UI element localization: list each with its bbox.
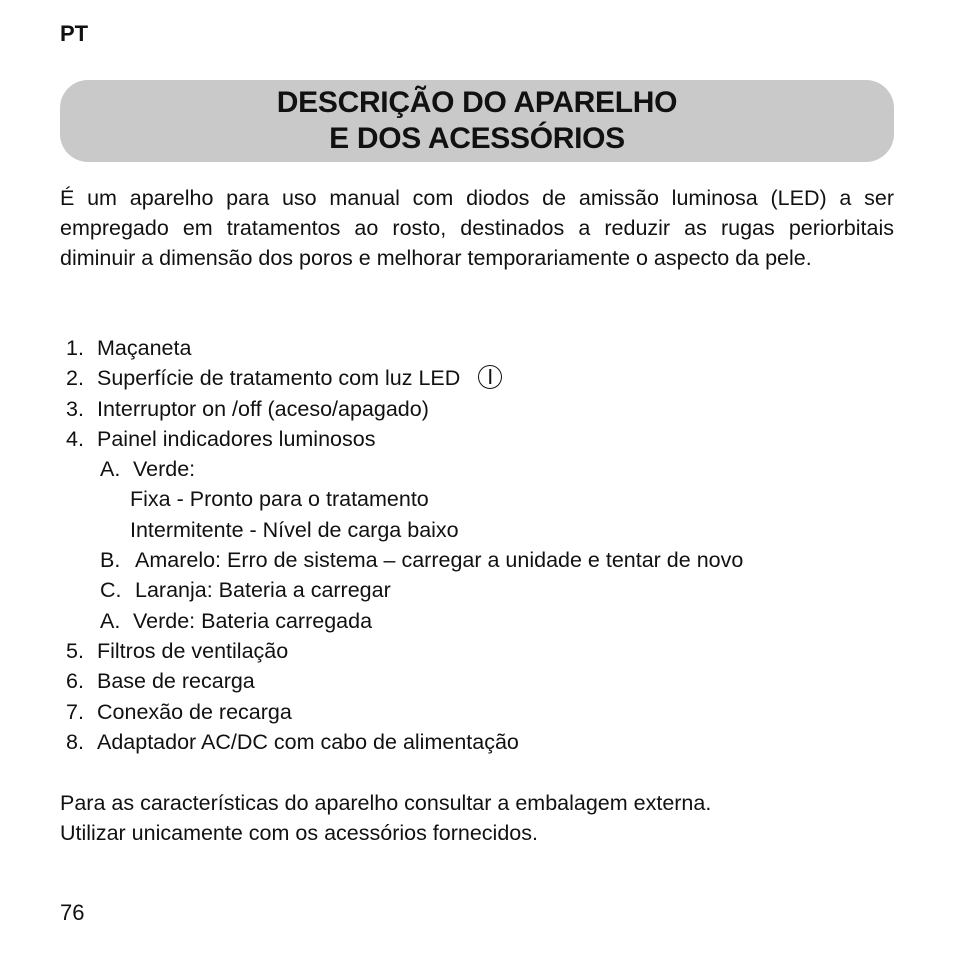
- language-code: PT: [60, 21, 89, 46]
- page-title-line-1: DESCRIÇÃO DO APARELHO: [276, 86, 678, 119]
- power-icon: [478, 365, 502, 389]
- sub-item-letter: C.: [100, 578, 122, 603]
- item-number: 4.: [66, 426, 84, 451]
- page-title-line-2: E DOS ACESSÓRIOS: [329, 122, 625, 155]
- sub-item-letter: A.: [100, 457, 121, 482]
- list-item: [60, 394, 894, 424]
- item-text: Superfície de tratamento com luz LED: [97, 366, 461, 391]
- item-number: 8.: [66, 729, 84, 754]
- sub-item-text: Fixa - Pronto para o tratamento: [130, 487, 429, 512]
- sub-list-item: [60, 606, 894, 636]
- title-banner: [60, 80, 894, 162]
- item-text: Adaptador AC/DC com cabo de alimentação: [97, 729, 519, 754]
- list-item: [60, 636, 894, 666]
- item-number: 6.: [66, 669, 84, 694]
- item-number: 1.: [66, 336, 84, 360]
- footer-notes: [60, 788, 894, 848]
- list-item: [60, 697, 894, 727]
- sub-item-text: Verde: Bateria carregada: [133, 608, 373, 633]
- item-number: 7.: [66, 699, 84, 724]
- list-item: [60, 424, 894, 454]
- footer-line-2: Utilizar unicamente com os acessórios fornecidos.: [60, 821, 538, 845]
- page-number: 76: [60, 900, 85, 925]
- component-list: [60, 333, 894, 757]
- item-text: Base de recarga: [97, 669, 255, 694]
- item-text-wrap: [97, 363, 502, 393]
- sub-list-item: [60, 484, 894, 514]
- intro-paragraph: É um aparelho para uso manual com diodos de amissão luminosa (LED) a ser empregado em tratamentos ao rosto, destinados a reduzir as rugas periorbitais diminuir a dimensão dos poros e melhorar temporariamente o aspecto da pele.: [60, 186, 894, 270]
- item-text: Interruptor on /off (aceso/apagado): [97, 396, 429, 421]
- list-item: [60, 727, 894, 757]
- sub-item-text: Laranja: Bateria a carregar: [135, 578, 391, 603]
- sub-item-letter: A.: [100, 608, 121, 633]
- sub-list-item: [60, 575, 894, 605]
- sub-item-text: Intermitente - Nível de carga baixo: [130, 517, 459, 542]
- item-text: Maçaneta: [97, 336, 192, 360]
- sub-list-item: [60, 515, 894, 545]
- item-text: Conexão de recarga: [97, 699, 292, 724]
- footer-line-1: Para as características do aparelho consultar a embalagem externa.: [60, 791, 712, 815]
- item-number: 5.: [66, 638, 84, 663]
- sub-item-text: Amarelo: Erro de sistema – carregar a unidade e tentar de novo: [135, 548, 744, 573]
- list-item: [60, 666, 894, 696]
- sub-list-item: [60, 454, 894, 484]
- item-text: Filtros de ventilação: [97, 638, 289, 663]
- list-item: [60, 333, 894, 363]
- sub-item-letter: B.: [100, 548, 121, 573]
- list-item: [60, 363, 894, 393]
- sub-item-text: Verde:: [133, 457, 196, 482]
- item-text: Painel indicadores luminosos: [97, 426, 376, 451]
- item-number: 2.: [66, 366, 84, 391]
- sub-list-item: [60, 545, 894, 575]
- item-number: 3.: [66, 396, 84, 421]
